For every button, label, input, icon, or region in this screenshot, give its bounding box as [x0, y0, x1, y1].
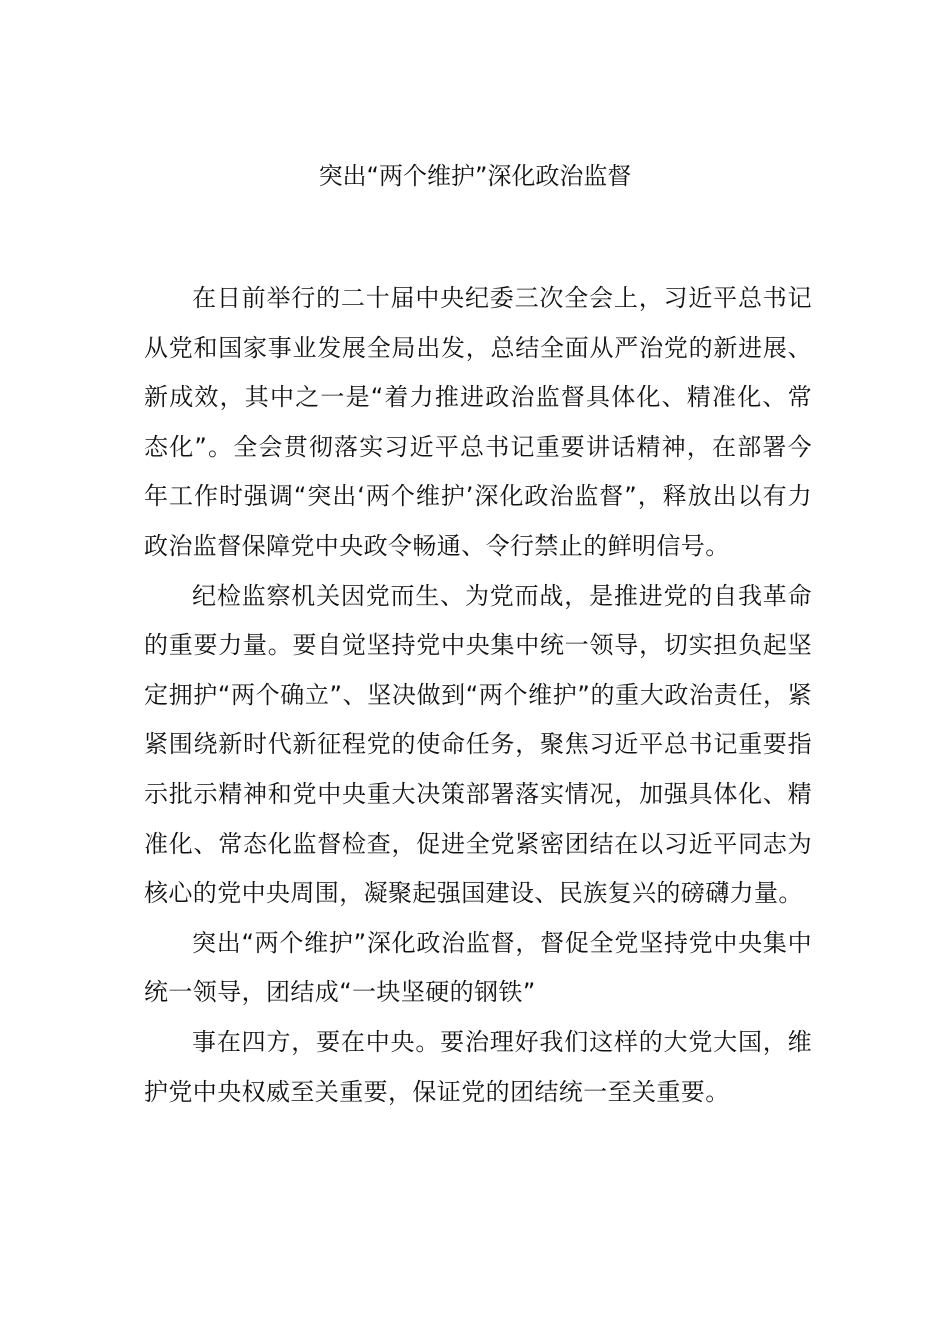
paragraph: 在日前举行的二十届中央纪委三次全会上，习近平总书记从党和国家事业发展全局出发，总结全面从严治党的新进展、新成效，其中之一是“着力推进政治监督具体化、精准化、常态化”。全会贯彻落实习近平总书记重要讲话精神，在部署今年工作时强调“突出‘两个维护’深化政治监督”，释放出以有力政治监督保障党中央政令畅通、令行禁止的鲜明信号。 [144, 284, 812, 560]
paragraph: 纪检监察机关因党而生、为党而战，是推进党的自我革命的重要力量。要自觉坚持党中央集中统一领导，切实担负起坚定拥护“两个确立”、坚决做到“两个维护”的重大政治责任，紧紧围绕新时代新征程党的使命任务，聚焦习近平总书记重要指示批示精神和党中央重大决策部署落实情况，加强具体化、精准化、常态化监督检查，促进全党紧密团结在以习近平同志为核心的党中央周围，凝聚起强国建设、民族复兴的磅礴力量。 [144, 581, 812, 908]
document-title: 突出“两个维护”深化政治监督 [318, 162, 632, 190]
paragraph: 事在四方，要在中央。要治理好我们这样的大党大国，维护党中央权威至关重要，保证党的团结统一至关重要。 [144, 1027, 812, 1106]
document-body [144, 274, 812, 1117]
section-heading: 突出“两个维护”深化政治监督，督促全党坚持党中央集中统一领导，团结成“一块坚硬的钢铁” [144, 928, 812, 1007]
